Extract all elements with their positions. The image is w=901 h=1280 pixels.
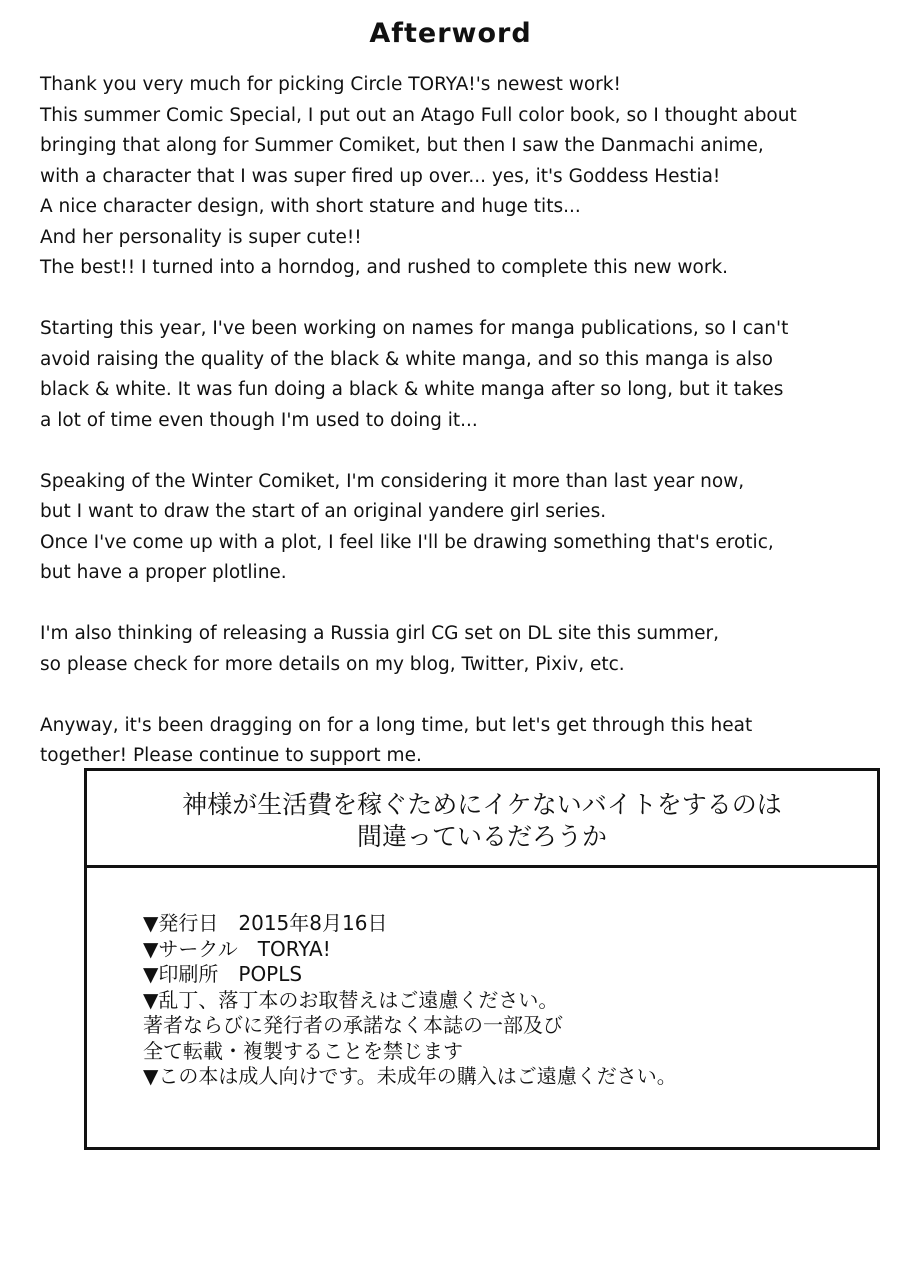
page-title: Afterword xyxy=(369,18,532,49)
text-line: Anyway, it's been dragging on for a long time, but let's get through this heat xyxy=(40,714,753,736)
text-line: bringing that along for Summer Comiket, but then I saw the Danmachi anime, xyxy=(40,135,764,156)
text-line: a lot of time even though I'm used to doing it... xyxy=(40,409,478,431)
text-line: but I want to draw the start of an original yandere girl series. xyxy=(40,501,607,522)
colophon-title-line: 神様が生活費を稼ぐためにイケないバイトをするのは xyxy=(182,790,782,819)
afterword-body xyxy=(40,70,870,772)
text-line: together! Please continue to support me. xyxy=(40,745,422,766)
text-line: so please check for more details on my blog, Twitter, Pixiv, etc. xyxy=(40,653,625,675)
colophon-title xyxy=(87,771,877,868)
printer: ▼印刷所 POPLS xyxy=(143,962,303,986)
text-line: with a character that I was super fired up over... yes, it's Goddess Hestia! xyxy=(40,165,721,187)
text-line: The best!! I turned into a horndog, and rushed to complete this new work. xyxy=(40,257,729,278)
colophon-title-line: 間違っているだろうか xyxy=(356,822,607,851)
adult-notice: ▼この本は成人向けです。未成年の購入はご遠慮ください。 xyxy=(143,1064,677,1088)
copyright-notice: 著者ならびに発行者の承諾なく本誌の一部及び xyxy=(143,1013,563,1037)
copyright-notice: 全て転載・複製することを禁じます xyxy=(143,1038,463,1063)
text-line: This summer Comic Special, I put out an Atago Full color book, so I thought about xyxy=(40,104,797,126)
text-line: but have a proper plotline. xyxy=(40,562,287,583)
text-line: A nice character design, with short stature and huge tits... xyxy=(40,196,581,217)
text-line: And her personality is super cute!! xyxy=(40,226,362,248)
text-line: Speaking of the Winter Comiket, I'm considering it more than last year now, xyxy=(40,470,745,492)
colophon-info xyxy=(143,911,863,1090)
text-line: Once I've come up with a plot, I feel like I'll be drawing something that's erotic, xyxy=(40,531,774,553)
text-line: I'm also thinking of releasing a Russia girl CG set on DL site this summer, xyxy=(40,623,720,644)
circle-name: ▼サークル TORYA! xyxy=(143,936,331,961)
paragraph-2 xyxy=(40,314,870,436)
paragraph-1 xyxy=(40,70,870,284)
colophon-box xyxy=(84,768,880,1150)
publish-date: ▼発行日 2015年8月16日 xyxy=(143,911,388,935)
replacement-notice: ▼乱丁、落丁本のお取替えはご遠慮ください。 xyxy=(143,987,559,1012)
text-line: black & white. It was fun doing a black & white manga after so long, but it takes xyxy=(40,379,784,400)
text-line: Starting this year, I've been working on names for manga publications, so I can't xyxy=(40,318,789,339)
paragraph-3 xyxy=(40,467,870,589)
text-line: avoid raising the quality of the black & white manga, and so this manga is also xyxy=(40,348,773,370)
text-line: Thank you very much for picking Circle TORYA!'s newest work! xyxy=(40,74,621,95)
paragraph-4 xyxy=(40,619,870,680)
paragraph-5 xyxy=(40,711,870,772)
